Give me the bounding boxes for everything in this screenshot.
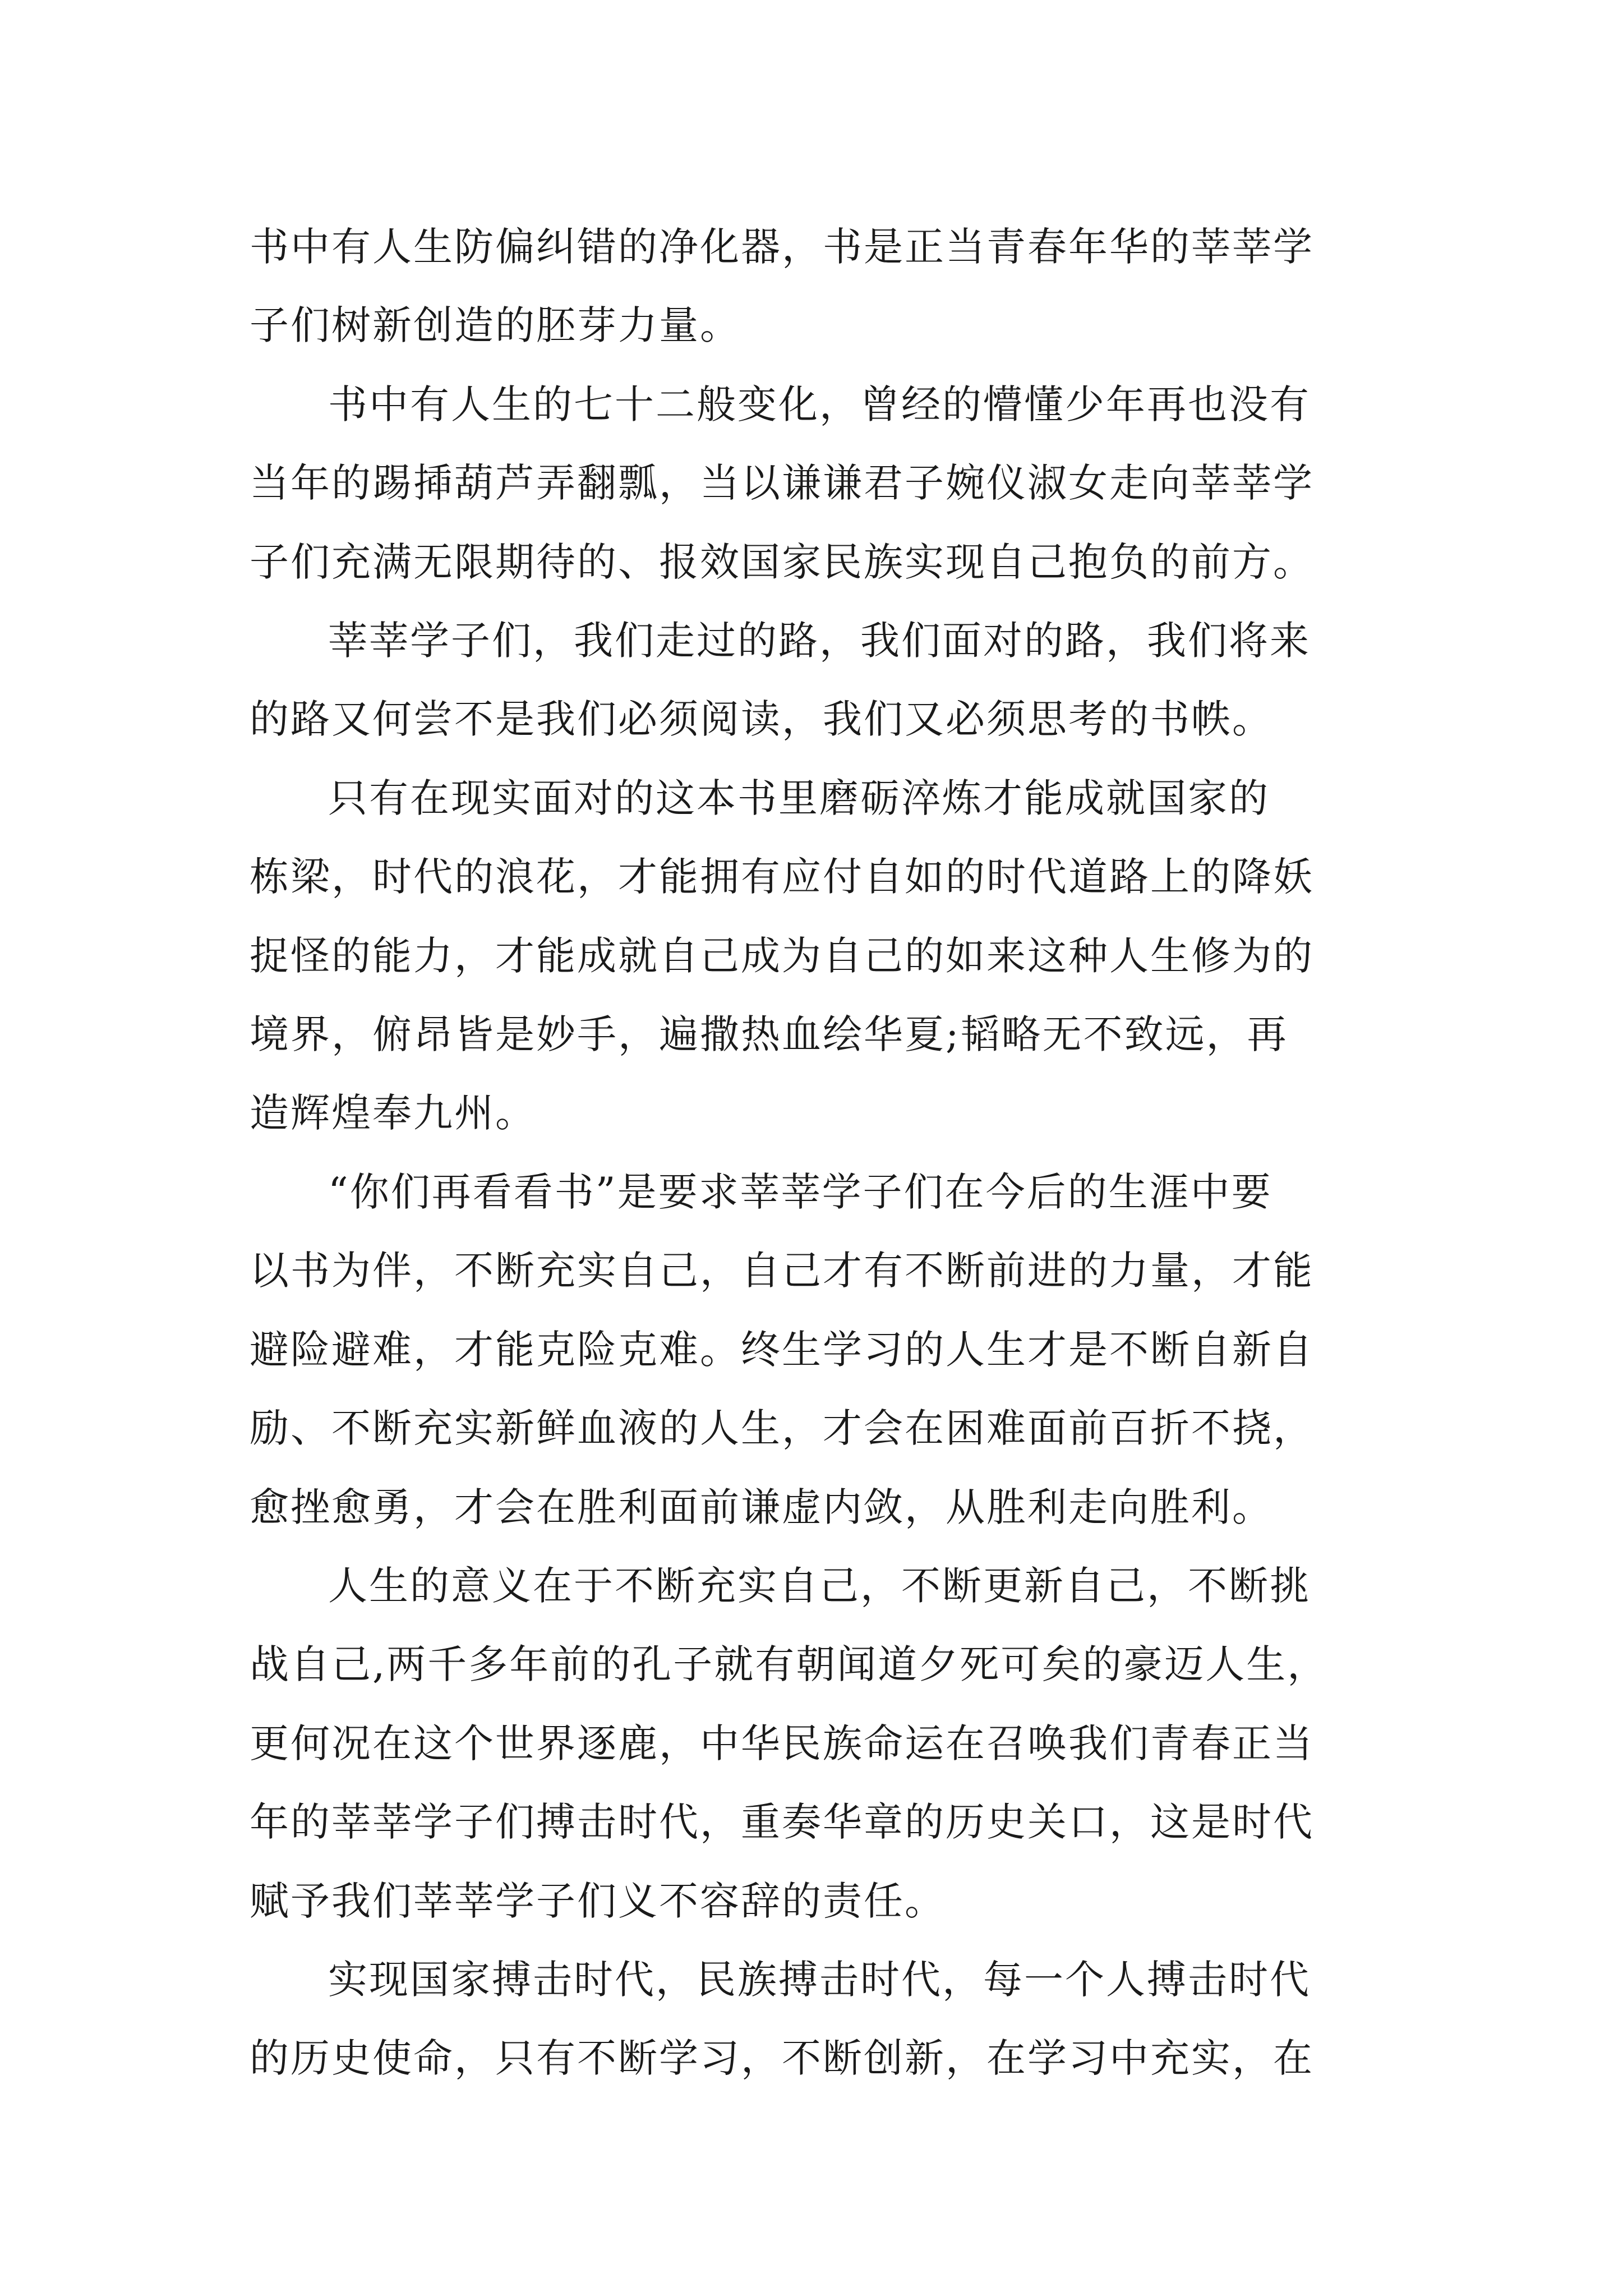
- text-line: 当年的踢揷葫芦弄翻瓢，当以谦谦君子婉仪淑女走向莘莘学: [250, 460, 1314, 507]
- text-line: 以书为伴，不断充实自己，自己才有不断前进的力量，才能: [250, 1248, 1314, 1294]
- text-line: 战自己,两千多年前的孔子就有朝闻道夕死可矣的豪迈人生，: [250, 1641, 1329, 1688]
- text-line: 愈挫愈勇，才会在胜利面前谦虚内敛，从胜利走向胜利。: [250, 1484, 1273, 1530]
- text-line: 的路又何尝不是我们必须阅读，我们又必须思考的书帙。: [250, 696, 1273, 743]
- text-line: 避险避难，才能克险克难。终生学习的人生才是不断自新自: [250, 1326, 1314, 1373]
- paragraph-6: [250, 1547, 1382, 1940]
- text-line: 年的莘莘学子们搏击时代，重奏华章的历史关口，这是时代: [250, 1799, 1314, 1846]
- text-line: 更何况在这个世界逐鹿，中华民族命运在召唤我们青春正当: [250, 1720, 1314, 1766]
- paragraph-5: [250, 1153, 1382, 1547]
- text-line: 莘莘学子们，我们走过的路，我们面对的路，我们将来: [328, 618, 1311, 664]
- text-line: 励、不断充实新鲜血液的人生，才会在困难面前百折不挠，: [250, 1405, 1314, 1452]
- text-line: 赋予我们莘莘学子们义不容辞的责任。: [250, 1878, 946, 1924]
- text-line: 造辉煌奉九州。: [250, 1090, 536, 1137]
- text-line: 子们充满无限期待的、报效国家民族实现自己抱负的前方。: [250, 539, 1314, 585]
- text-line: “你们再看看书”是要求莘莘学子们在今后的生涯中要: [328, 1168, 1272, 1215]
- paragraph-1: [250, 208, 1382, 365]
- paragraph-7: [250, 1940, 1382, 2098]
- text-line: 捉怪的能力，才能成就自己成为自己的如来这种人生修为的: [250, 932, 1314, 979]
- text-line: 境界，俯昂皆是妙手，遍撒热血绘华夏;韬略无不致远，再: [250, 1011, 1288, 1058]
- text-line: 子们树新创造的胚芽力量。: [250, 302, 741, 349]
- text-line: 只有在现实面对的这本书里磨砺淬炼才能成就国家的: [328, 775, 1270, 821]
- paragraph-2: [250, 365, 1382, 601]
- paragraph-4: [250, 759, 1382, 1153]
- text-line: 书中有人生防偏纠错的净化器，书是正当青春年华的莘莘学: [250, 224, 1314, 270]
- text-line: 实现国家搏击时代，民族搏击时代，每一个人搏击时代: [328, 1956, 1311, 2003]
- text-line: 栋梁，时代的浪花，才能拥有应付自如的时代道路上的降妖: [250, 854, 1314, 900]
- text-line: 书中有人生的七十二般变化，曾经的懵懂少年再也没有: [328, 381, 1311, 427]
- text-line: 的历史使命，只有不断学习，不断创新，在学习中充实，在: [250, 2035, 1314, 2082]
- document-body: [250, 208, 1382, 2098]
- paragraph-3: [250, 601, 1382, 759]
- text-line: 人生的意义在于不断充实自己，不断更新自己，不断挑: [328, 1562, 1311, 1609]
